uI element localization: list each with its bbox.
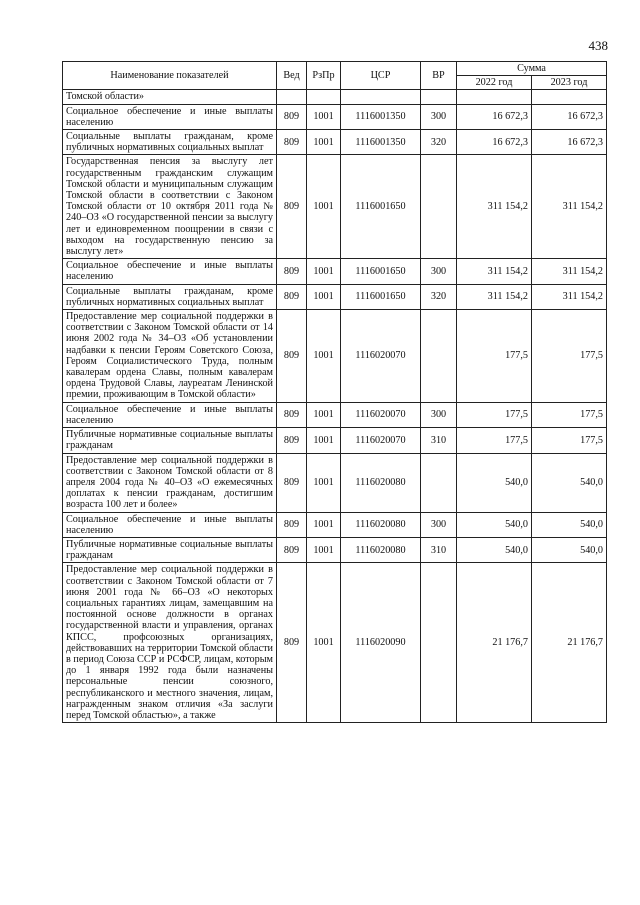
cell-sum-2023: 177,5 — [532, 428, 607, 453]
cell-sum-2022: 177,5 — [457, 402, 532, 427]
cell-sum-2022: 311 154,2 — [457, 284, 532, 309]
table-header — [63, 62, 607, 90]
cell-name: Предоставление мер социальной поддержки в соответствии с Законом Томской области от 7 июня 2001 года № 66–ОЗ «О некоторых социальных гарантиях лицам, замещавшим на постоянной основе должности в органах государственной власти и управления, органах КПСС, профсоюзных организациях, действовавших на территории Томской области в период Союза ССР и РСФСР, лицам, которым до 1 января 1992 года были назначены персональные пенсии союзного, республиканского и местного значения, лицам, награжденным знаком отличия «За заслуги перед Томской областью», а также — [63, 563, 277, 723]
cell-name: Социальные выплаты гражданам, кроме публичных нормативных социальных выплат — [63, 284, 277, 309]
cell-vr: 300 — [421, 104, 457, 129]
cell-name: Государственная пенсия за выслугу лет государственным гражданским служащим Томской области и муниципальным служащим Томской области в соответствии с Законом Томской области от 10 октября 2011 года № 240–ОЗ «О государственной пенсии за выслугу лет и единовременном поощрении в связи с выходом на государственную пенсию за выслугу лет» — [63, 155, 277, 259]
table-row — [63, 402, 607, 427]
cell-sum-2022: 540,0 — [457, 537, 532, 562]
table-row — [63, 130, 607, 155]
cell-rzpr: 1001 — [307, 130, 341, 155]
cell-vr: 310 — [421, 537, 457, 562]
cell-csr: 1116020080 — [341, 453, 421, 512]
cell-name: Социальное обеспечение и иные выплаты населению — [63, 512, 277, 537]
cell-rzpr: 1001 — [307, 402, 341, 427]
cell-ved: 809 — [277, 104, 307, 129]
cell-sum-2023: 540,0 — [532, 453, 607, 512]
cell-ved: 809 — [277, 563, 307, 723]
header-year-2022: 2022 год — [457, 76, 532, 90]
cell-sum-2023: 311 154,2 — [532, 259, 607, 284]
cell-sum-2022 — [457, 90, 532, 104]
cell-csr: 1116001650 — [341, 259, 421, 284]
cell-name: Публичные нормативные социальные выплаты гражданам — [63, 428, 277, 453]
cell-csr — [341, 90, 421, 104]
cell-rzpr — [307, 90, 341, 104]
cell-ved: 809 — [277, 428, 307, 453]
cell-name: Предоставление мер социальной поддержки в соответствии с Законом Томской области от 14 июня 2002 года № 34–ОЗ «Об установлении надбавки к пенсии Героям Советского Союза, Героям Социалистического Труда, полным кавалерам ордена Славы, полным кавалерам ордена Трудовой Славы, лауреатам Ленинской премии, проживающим в Томской области» — [63, 310, 277, 403]
cell-csr: 1116020090 — [341, 563, 421, 723]
table-row — [63, 563, 607, 723]
cell-name: Публичные нормативные социальные выплаты гражданам — [63, 537, 277, 562]
cell-vr — [421, 453, 457, 512]
cell-sum-2022: 177,5 — [457, 310, 532, 403]
cell-vr: 300 — [421, 259, 457, 284]
cell-sum-2023: 21 176,7 — [532, 563, 607, 723]
cell-rzpr: 1001 — [307, 512, 341, 537]
cell-vr: 300 — [421, 512, 457, 537]
cell-ved: 809 — [277, 402, 307, 427]
cell-ved: 809 — [277, 284, 307, 309]
cell-rzpr: 1001 — [307, 453, 341, 512]
cell-sum-2022: 16 672,3 — [457, 104, 532, 129]
cell-csr: 1116020070 — [341, 402, 421, 427]
cell-sum-2023 — [532, 90, 607, 104]
cell-name: Томской области» — [63, 90, 277, 104]
cell-ved: 809 — [277, 453, 307, 512]
cell-vr: 310 — [421, 428, 457, 453]
page-number: 438 — [588, 38, 608, 53]
cell-name: Предоставление мер социальной поддержки в соответствии с Законом Томской области от 8 апреля 2004 года № 40–ОЗ «О ежемесячных доплатах к пенсии гражданам, достигшим возраста 100 лет и более» — [63, 453, 277, 512]
table-row — [63, 537, 607, 562]
table-row — [63, 310, 607, 403]
header-csr: ЦСР — [341, 62, 421, 90]
cell-csr: 1116020070 — [341, 310, 421, 403]
cell-sum-2023: 16 672,3 — [532, 130, 607, 155]
cell-sum-2023: 311 154,2 — [532, 155, 607, 259]
cell-csr: 1116001350 — [341, 130, 421, 155]
cell-sum-2023: 311 154,2 — [532, 284, 607, 309]
cell-rzpr: 1001 — [307, 104, 341, 129]
cell-rzpr: 1001 — [307, 310, 341, 403]
cell-sum-2022: 311 154,2 — [457, 155, 532, 259]
cell-vr — [421, 90, 457, 104]
cell-vr — [421, 155, 457, 259]
table-row — [63, 284, 607, 309]
cell-vr: 300 — [421, 402, 457, 427]
table-row — [63, 428, 607, 453]
cell-name: Социальное обеспечение и иные выплаты населению — [63, 402, 277, 427]
table-row — [63, 155, 607, 259]
cell-sum-2022: 540,0 — [457, 512, 532, 537]
cell-rzpr: 1001 — [307, 563, 341, 723]
cell-sum-2023: 540,0 — [532, 512, 607, 537]
cell-rzpr: 1001 — [307, 537, 341, 562]
cell-sum-2022: 311 154,2 — [457, 259, 532, 284]
cell-rzpr: 1001 — [307, 259, 341, 284]
cell-csr: 1116001350 — [341, 104, 421, 129]
cell-ved: 809 — [277, 259, 307, 284]
header-year-2023: 2023 год — [532, 76, 607, 90]
table-row — [63, 453, 607, 512]
header-sum: Сумма — [457, 62, 607, 76]
cell-csr: 1116020080 — [341, 537, 421, 562]
table-row — [63, 104, 607, 129]
cell-ved: 809 — [277, 155, 307, 259]
cell-ved: 809 — [277, 130, 307, 155]
cell-ved: 809 — [277, 512, 307, 537]
table-row — [63, 512, 607, 537]
budget-table — [62, 61, 607, 723]
cell-sum-2022: 21 176,7 — [457, 563, 532, 723]
cell-name: Социальное обеспечение и иные выплаты населению — [63, 104, 277, 129]
cell-ved — [277, 90, 307, 104]
cell-sum-2022: 177,5 — [457, 428, 532, 453]
table-row — [63, 259, 607, 284]
cell-sum-2022: 540,0 — [457, 453, 532, 512]
cell-vr: 320 — [421, 284, 457, 309]
cell-name: Социальное обеспечение и иные выплаты населению — [63, 259, 277, 284]
cell-csr: 1116020070 — [341, 428, 421, 453]
header-name: Наименование показателей — [63, 62, 277, 90]
cell-rzpr: 1001 — [307, 284, 341, 309]
table-row — [63, 90, 607, 104]
cell-ved: 809 — [277, 537, 307, 562]
cell-rzpr: 1001 — [307, 428, 341, 453]
cell-rzpr: 1001 — [307, 155, 341, 259]
cell-vr — [421, 563, 457, 723]
header-rzpr: РзПр — [307, 62, 341, 90]
cell-vr — [421, 310, 457, 403]
cell-csr: 1116001650 — [341, 155, 421, 259]
table-body — [63, 90, 607, 723]
cell-sum-2023: 16 672,3 — [532, 104, 607, 129]
cell-sum-2022: 16 672,3 — [457, 130, 532, 155]
header-vr: ВР — [421, 62, 457, 90]
cell-sum-2023: 177,5 — [532, 310, 607, 403]
header-ved: Вед — [277, 62, 307, 90]
cell-sum-2023: 540,0 — [532, 537, 607, 562]
cell-csr: 1116020080 — [341, 512, 421, 537]
cell-sum-2023: 177,5 — [532, 402, 607, 427]
cell-ved: 809 — [277, 310, 307, 403]
cell-vr: 320 — [421, 130, 457, 155]
cell-name: Социальные выплаты гражданам, кроме публичных нормативных социальных выплат — [63, 130, 277, 155]
cell-csr: 1116001650 — [341, 284, 421, 309]
